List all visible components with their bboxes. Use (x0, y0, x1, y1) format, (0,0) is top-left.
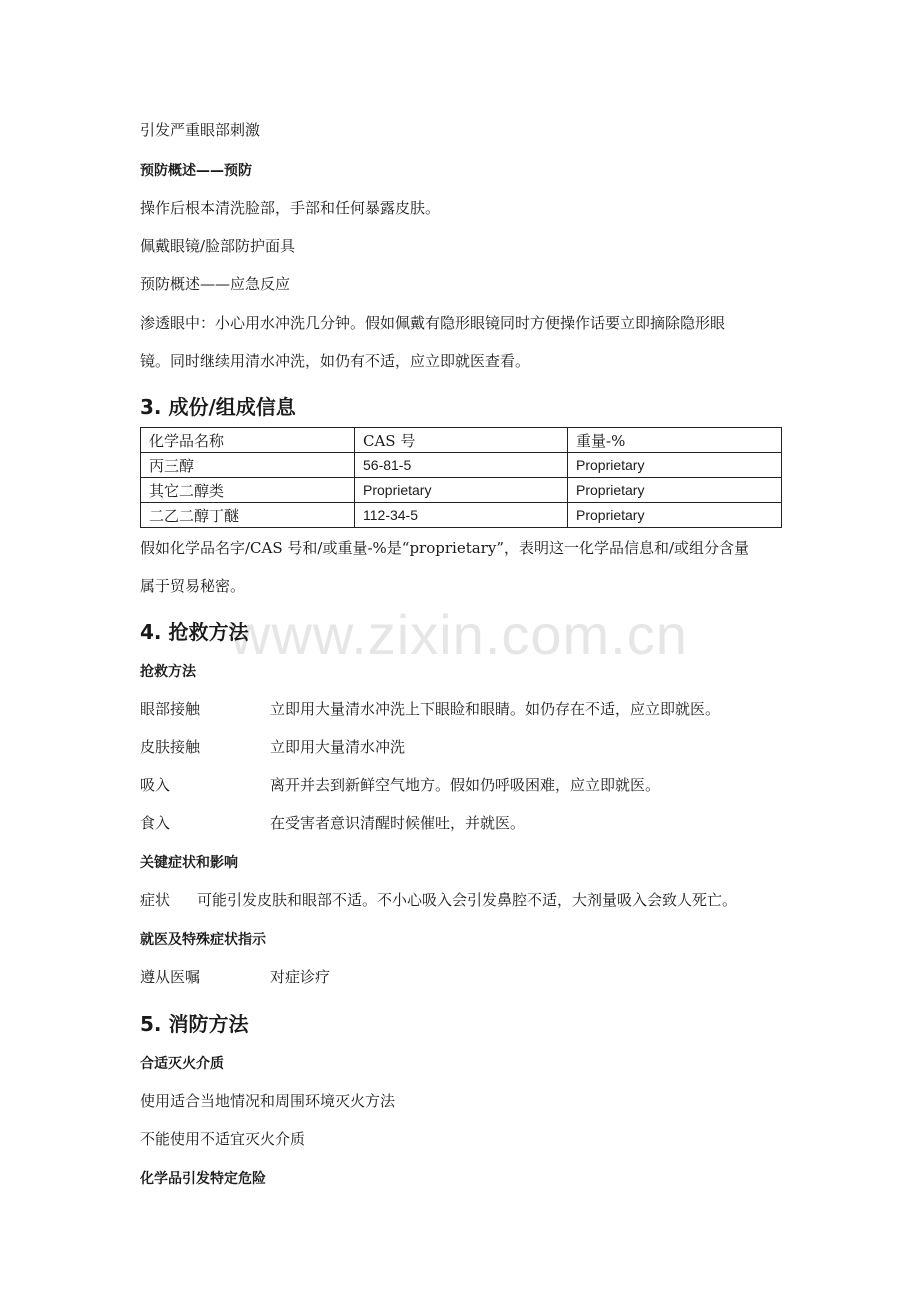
response-overview-title: 预防概述——应急反应 (140, 275, 291, 293)
doctor-value: 对症诊疗 (270, 968, 331, 986)
first-aid-value-ingest: 在受害者意识清醒时候催吐，并就医。 (270, 814, 526, 832)
response-line-2: 镜。同时继续用清水冲洗，如仍有不适，应立即就医查看。 (140, 352, 531, 370)
hazard-line: 引发严重眼部刺激 (140, 121, 261, 139)
table-cell: 56-81-5 (355, 453, 568, 478)
prevention-overview-title: 预防概述——预防 (140, 163, 252, 179)
symptom-value: 可能引发皮肤和眼部不适。不小心吸入会引发鼻腔不适，大剂量吸入会致人死亡。 (197, 891, 738, 909)
first-aid-label-ingest: 食入 (140, 814, 171, 832)
table-row (141, 503, 782, 528)
first-aid-value-eye: 立即用大量清水冲洗上下眼睑和眼睛。如仍存在不适，应立即就医。 (270, 700, 721, 718)
first-aid-subtitle: 抢救方法 (140, 664, 196, 680)
table-header-cell: 重量-% (568, 428, 782, 453)
first-aid-label-skin: 皮肤接触 (140, 738, 201, 756)
table-note-line-1: 假如化学品名字/CAS 号和/或重量-%是“proprietary”，表明这一化学品信息和/或组分含量 (140, 539, 750, 557)
table-header-row (141, 428, 782, 453)
first-aid-value-skin: 立即用大量清水冲洗 (270, 738, 406, 756)
extinguishing-line-1: 使用适合当地情况和周围环境灭火方法 (140, 1092, 396, 1110)
doctor-label: 遵从医嘱 (140, 968, 201, 986)
watermark: www.zixin.com.cn (230, 603, 688, 666)
first-aid-value-inhale: 离开并去到新鲜空气地方。假如仍呼吸困难，应立即就医。 (270, 776, 661, 794)
table-header-cell: CAS 号 (355, 428, 568, 453)
extinguishing-line-2: 不能使用不适宜灭火介质 (140, 1130, 306, 1148)
composition-table (140, 427, 782, 528)
response-line-1: 渗透眼中：小心用水冲洗几分钟。假如佩戴有隐形眼镜同时方便操作话要立即摘除隐形眼 (140, 314, 726, 332)
table-row (141, 453, 782, 478)
table-header-cell: 化学品名称 (141, 428, 355, 453)
symptoms-subtitle: 关键症状和影响 (140, 855, 238, 871)
section-5-heading: 5. 消防方法 (140, 1012, 249, 1036)
table-note-line-2: 属于贸易秘密。 (140, 577, 246, 595)
section-4-heading: 4. 抢救方法 (140, 620, 249, 644)
table-cell: 其它二醇类 (141, 478, 355, 503)
first-aid-label-inhale: 吸入 (140, 776, 171, 794)
specific-hazards-subtitle: 化学品引发特定危险 (140, 1171, 266, 1187)
section-3-heading: 3. 成份/组成信息 (140, 395, 296, 419)
medical-subtitle: 就医及特殊症状指示 (140, 932, 266, 948)
table-cell: 丙三醇 (141, 453, 355, 478)
table-cell: Proprietary (355, 478, 568, 503)
symptom-label: 症状 (140, 891, 171, 909)
prevention-line-2: 佩戴眼镜/脸部防护面具 (140, 237, 296, 255)
table-cell: Proprietary (568, 478, 782, 503)
table-cell: Proprietary (568, 503, 782, 528)
table-cell: Proprietary (568, 453, 782, 478)
table-cell: 二乙二醇丁醚 (141, 503, 355, 528)
first-aid-label-eye: 眼部接触 (140, 700, 201, 718)
prevention-line-1: 操作后根本清洗脸部，手部和任何暴露皮肤。 (140, 199, 441, 217)
extinguishing-media-subtitle: 合适灭火介质 (140, 1056, 224, 1072)
table-cell: 112-34-5 (355, 503, 568, 528)
table-row (141, 478, 782, 503)
